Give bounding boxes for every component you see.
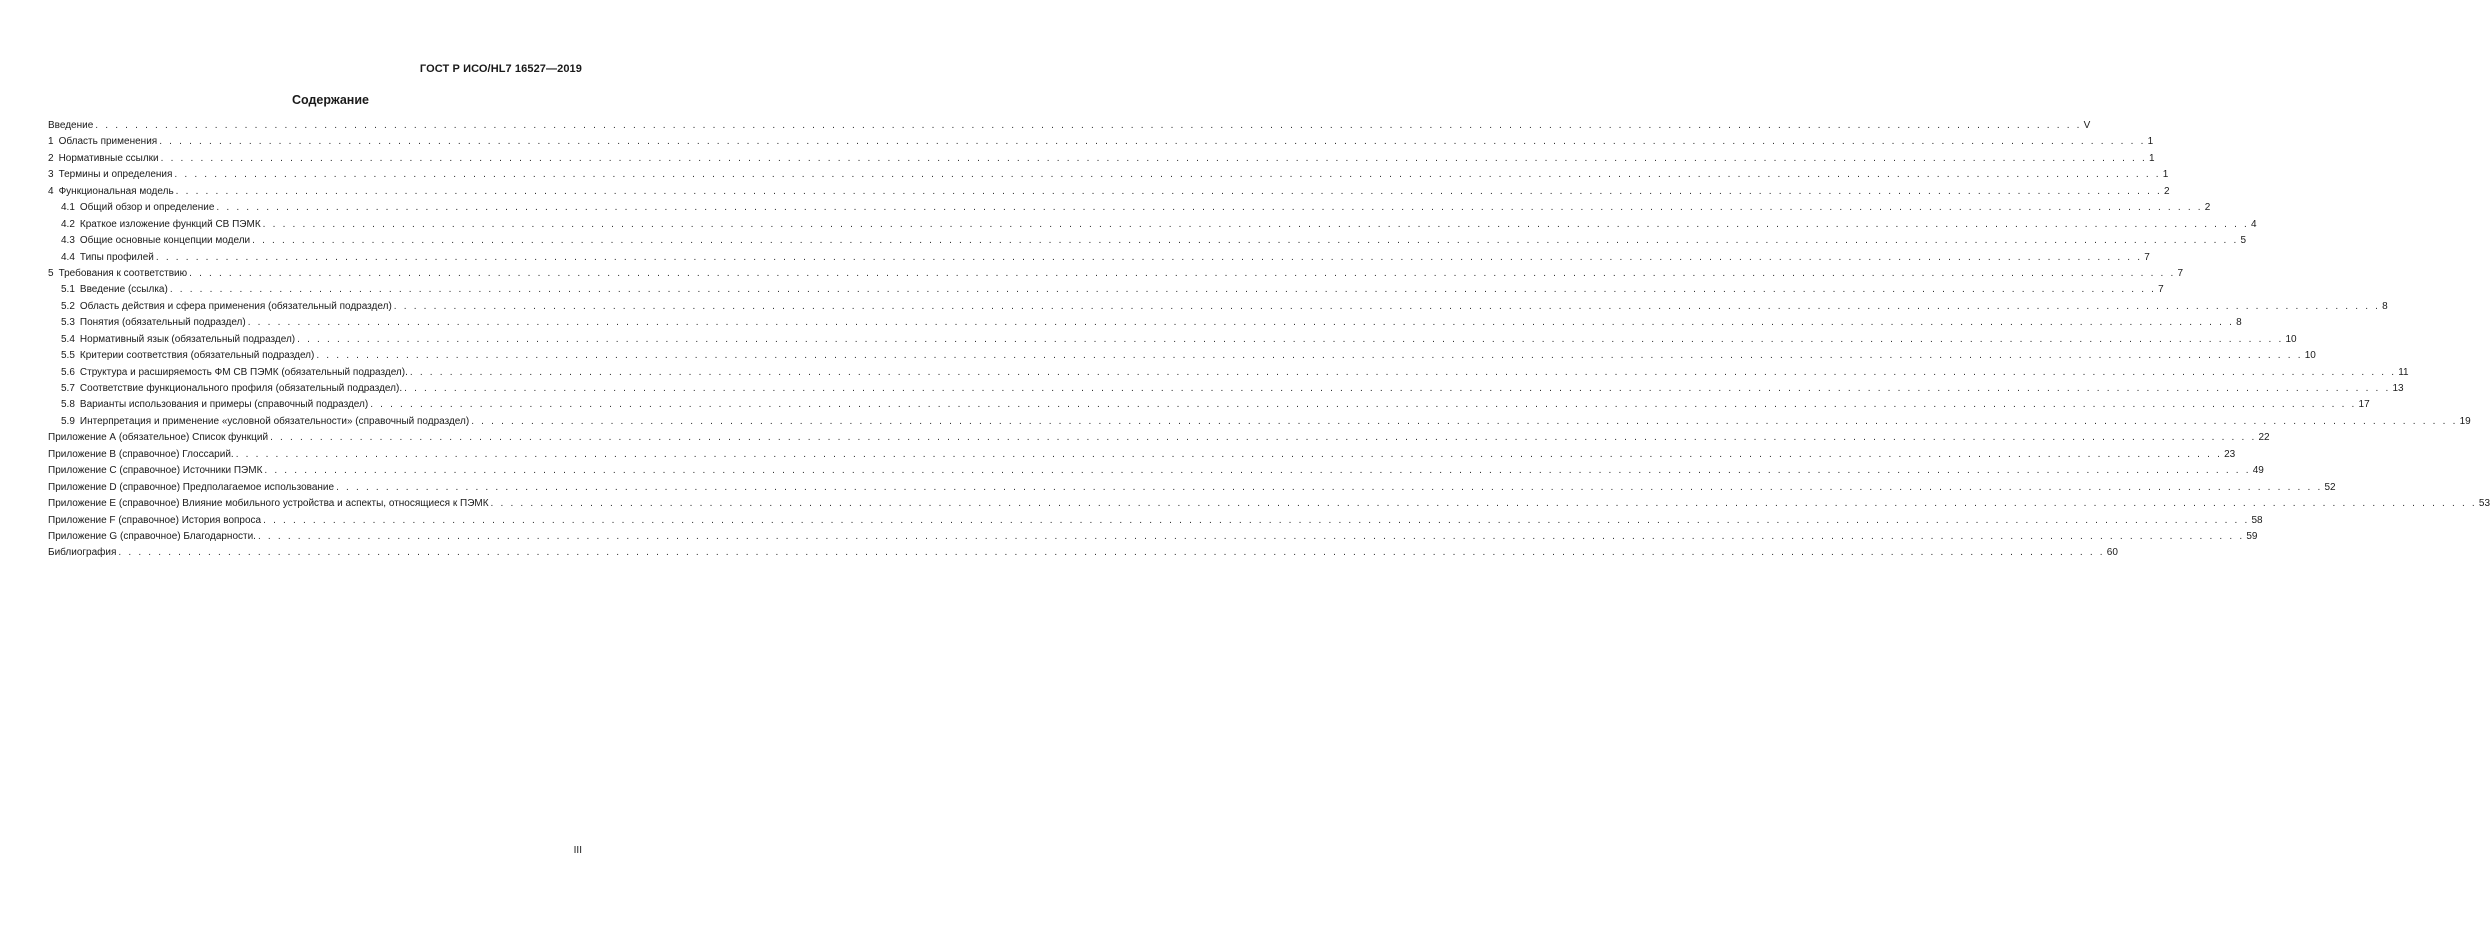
toc-entry[interactable]	[48, 267, 2184, 284]
dot-leader: . . . . . . . . . . . . . . . . . . . . . . . . . . . . . . . . . . . . . . . . . . . . . . . . . . . . . . . . . . . . . . . . . . . . . . . . . . . . . . . . . . . . . . . . . . . . . . . . . . . . . . . . . . . . . . . . . . . . . . . . . . . . . . . . . . . . . . . . . . . . . . . . . . . . . . . . . . . . . . . . . . . . . . . . . . . . . . . . . . . . . . . . . . . . . . . . . . . . . . . .	[118, 547, 2105, 559]
toc-entry[interactable]	[48, 481, 2336, 498]
toc-entry[interactable]	[48, 169, 2169, 185]
toc-entry-number: 3	[48, 169, 54, 181]
toc-entry[interactable]	[48, 530, 2258, 547]
toc-entry-label	[61, 219, 261, 230]
toc-entry-text: Варианты использования и примеры (справочный подраздел)	[79, 399, 369, 411]
toc-entry-page: 1	[2147, 136, 2154, 148]
toc-entry-text: Нормативный язык (обязательный подраздел)	[79, 333, 296, 345]
dot-leader: . . . . . . . . . . . . . . . . . . . . . . . . . . . . . . . . . . . . . . . . . . . . . . . . . . . . . . . . . . . . . . . . . . . . . . . . . . . . . . . . . . . . . . . . . . . . . . . . . . . . . . . . . . . . . . . . . . . . . . . . . . . . . . . . . . . . . . . . . . . . . . . . . . . . . . . . . . . . . . . . . . . . . . . . . . . . . . . . . . . . . . . . . . . . . . . . . . . . . . . .	[174, 169, 2161, 181]
toc-entry-page: 23	[2224, 448, 2236, 460]
toc-entry-text: Приложение А (обязательное) Список функций	[48, 432, 269, 444]
toc-entry[interactable]	[48, 202, 2211, 218]
toc-entry-label	[61, 367, 408, 378]
toc-entry[interactable]	[48, 317, 2242, 333]
toc-entry-page: 53	[2478, 498, 2490, 510]
toc-entry-page: 1	[2162, 169, 2169, 181]
toc-entry[interactable]	[48, 350, 2316, 366]
toc-entry-number: 5.2	[61, 300, 75, 312]
toc-entry[interactable]	[48, 218, 2257, 235]
toc-entry-number: 1	[48, 136, 54, 148]
toc-entry-text: Приложение В (справочное) Глоссарий.	[48, 448, 234, 460]
toc-entry-number: 5.9	[61, 415, 75, 427]
dot-leader: . . . . . . . . . . . . . . . . . . . . . . . . . . . . . . . . . . . . . . . . . . . . . . . . . . . . . . . . . . . . . . . . . . . . . . . . . . . . . . . . . . . . . . . . . . . . . . . . . . . . . . . . . . . . . . . . . . . . . . . . . . . . . . . . . . . . . . . . . . . . . . . . . . . . . . . . . . . . . . . . . . . . . . . . . . . . . . . . . . . . . . . . . . . . . . . . . . . . . . . .	[297, 333, 2284, 345]
toc-entry[interactable]	[48, 152, 2155, 169]
toc-entry-text: Область действия и сфера применения (обязательный подраздел)	[79, 300, 392, 312]
toc-entry-text: Библиография	[48, 547, 117, 559]
dot-leader: . . . . . . . . . . . . . . . . . . . . . . . . . . . . . . . . . . . . . . . . . . . . . . . . . . . . . . . . . . . . . . . . . . . . . . . . . . . . . . . . . . . . . . . . . . . . . . . . . . . . . . . . . . . . . . . . . . . . . . . . . . . . . . . . . . . . . . . . . . . . . . . . . . . . . . . . . . . . . . . . . . . . . . . . . . . . . . . . . . . . . . . . . . . . . . . . . . . . . . . .	[393, 300, 2381, 312]
toc-entry-label	[61, 399, 368, 410]
toc-entry[interactable]	[48, 547, 2118, 563]
toc-entry[interactable]	[48, 448, 2236, 465]
dot-leader: . . . . . . . . . . . . . . . . . . . . . . . . . . . . . . . . . . . . . . . . . . . . . . . . . . . . . . . . . . . . . . . . . . . . . . . . . . . . . . . . . . . . . . . . . . . . . . . . . . . . . . . . . . . . . . . . . . . . . . . . . . . . . . . . . . . . . . . . . . . . . . . . . . . . . . . . . . . . . . . . . . . . . . . . . . . . . . . . . . . . . . . . . . . . . . . . . . . . . . . .	[216, 202, 2203, 214]
toc-entry-page: 13	[2392, 383, 2404, 394]
toc-entry-number: 5.8	[61, 399, 75, 411]
toc-entry-label	[61, 301, 392, 312]
toc-entry-page: 8	[2382, 300, 2388, 312]
toc-entry-label	[48, 498, 489, 509]
dot-leader: . . . . . . . . . . . . . . . . . . . . . . . . . . . . . . . . . . . . . . . . . . . . . . . . . . . . . . . . . . . . . . . . . . . . . . . . . . . . . . . . . . . . . . . . . . . . . . . . . . . . . . . . . . . . . . . . . . . . . . . . . . . . . . . . . . . . . . . . . . . . . . . . . . . . . . . . . . . . . . . . . . . . . . . . . . . . . . . . . . . . . . . . . . . . . . . . . . . . . . . .	[159, 136, 2146, 148]
toc-entry-label	[48, 465, 262, 476]
toc-entry-label	[48, 515, 261, 526]
dot-leader: . . . . . . . . . . . . . . . . . . . . . . . . . . . . . . . . . . . . . . . . . . . . . . . . . . . . . . . . . . . . . . . . . . . . . . . . . . . . . . . . . . . . . . . . . . . . . . . . . . . . . . . . . . . . . . . . . . . . . . . . . . . . . . . . . . . . . . . . . . . . . . . . . . . . . . . . . . . . . . . . . . . . . . . . . . . . . . . . . . . . . . . . . . . . . . . . . . . . . . . .	[247, 317, 2235, 329]
toc-entry-text: Понятия (обязательный подраздел)	[79, 317, 246, 329]
toc-entry-page: 5	[2240, 235, 2247, 247]
toc-entry-text: Требования к соответствию	[58, 267, 188, 279]
dot-leader: . . . . . . . . . . . . . . . . . . . . . . . . . . . . . . . . . . . . . . . . . . . . . . . . . . . . . . . . . . . . . . . . . . . . . . . . . . . . . . . . . . . . . . . . . . . . . . . . . . . . . . . . . . . . . . . . . . . . . . . . . . . . . . . . . . . . . . . . . . . . . . . . . . . . . . . . . . . . . . . . . . . . . . . . . . . . . . . . . . . . . . . . . . . . . . . . . . . . . . . .	[270, 432, 2257, 444]
toc-entry[interactable]	[48, 432, 2270, 448]
page-number: III	[573, 845, 582, 856]
toc-entry-page: 52	[2324, 481, 2336, 493]
toc-entry-text: Область применения	[58, 136, 158, 148]
toc-entry-label	[48, 153, 159, 164]
toc-entry-label	[48, 186, 174, 197]
toc-entry-label	[61, 202, 214, 213]
toc-entry[interactable]	[48, 333, 2297, 350]
standard-code: ГОСТ Р ИСО/HL7 16527—2019	[419, 63, 582, 75]
toc-entry-number: 4.3	[61, 235, 75, 247]
toc-entry-text: Введение	[48, 120, 94, 131]
toc-entry[interactable]	[48, 399, 2370, 415]
toc-entry-page: V	[2083, 120, 2091, 131]
toc-entry-page: 2	[2164, 185, 2170, 197]
toc-entry[interactable]	[48, 415, 2471, 432]
dot-leader: . . . . . . . . . . . . . . . . . . . . . . . . . . . . . . . . . . . . . . . . . . . . . . . . . . . . . . . . . . . . . . . . . . . . . . . . . . . . . . . . . . . . . . . . . . . . . . . . . . . . . . . . . . . . . . . . . . . . . . . . . . . . . . . . . . . . . . . . . . . . . . . . . . . . . . . . . . . . . . . . . . . . . . . . . . . . . . . . . . . . . . . . . . . . . . . . . . . . . . . .	[175, 185, 2163, 197]
dot-leader: . . . . . . . . . . . . . . . . . . . . . . . . . . . . . . . . . . . . . . . . . . . . . . . . . . . . . . . . . . . . . . . . . . . . . . . . . . . . . . . . . . . . . . . . . . . . . . . . . . . . . . . . . . . . . . . . . . . . . . . . . . . . . . . . . . . . . . . . . . . . . . . . . . . . . . . . . . . . . . . . . . . . . . . . . . . . . . . . . . . . . . . . . . . . . . . . . . . . . . . .	[409, 366, 2397, 378]
toc-entry-text: Соответствие функционального профиля (обязательный подраздел).	[79, 383, 403, 394]
toc-entry-page: 60	[2106, 547, 2118, 559]
toc-entry-page: 22	[2258, 432, 2270, 444]
toc-entry-number: 2	[48, 152, 54, 164]
dot-leader: . . . . . . . . . . . . . . . . . . . . . . . . . . . . . . . . . . . . . . . . . . . . . . . . . . . . . . . . . . . . . . . . . . . . . . . . . . . . . . . . . . . . . . . . . . . . . . . . . . . . . . . . . . . . . . . . . . . . . . . . . . . . . . . . . . . . . . . . . . . . . . . . . . . . . . . . . . . . . . . . . . . . . . . . . . . . . . . . . . . . . . . . . . . . . . . . . . . . . . . .	[257, 530, 2245, 542]
dot-leader: . . . . . . . . . . . . . . . . . . . . . . . . . . . . . . . . . . . . . . . . . . . . . . . . . . . . . . . . . . . . . . . . . . . . . . . . . . . . . . . . . . . . . . . . . . . . . . . . . . . . . . . . . . . . . . . . . . . . . . . . . . . . . . . . . . . . . . . . . . . . . . . . . . . . . . . . . . . . . . . . . . . . . . . . . . . . . . . . . . . . . . . . . . . . . . . . . . . . . . . .	[370, 399, 2357, 411]
toc-entry-text: Нормативные ссылки	[58, 152, 159, 164]
toc-entry-text: Приложение F (справочное) История вопроса	[48, 514, 262, 526]
toc-title: Содержание	[291, 93, 369, 107]
toc-entry-number: 4.4	[61, 251, 75, 263]
toc-entry-number: 4.1	[61, 202, 75, 214]
toc-entry[interactable]	[48, 185, 2170, 202]
toc-entry-text: Краткое изложение функций СВ ПЭМК	[79, 218, 261, 230]
toc-entry[interactable]	[48, 284, 2164, 300]
toc-entry-label	[48, 547, 116, 558]
toc-entry-label	[61, 383, 402, 394]
dot-leader: . . . . . . . . . . . . . . . . . . . . . . . . . . . . . . . . . . . . . . . . . . . . . . . . . . . . . . . . . . . . . . . . . . . . . . . . . . . . . . . . . . . . . . . . . . . . . . . . . . . . . . . . . . . . . . . . . . . . . . . . . . . . . . . . . . . . . . . . . . . . . . . . . . . . . . . . . . . . . . . . . . . . . . . . . . . . . . . . . . . . . . . . . . . . . . . . . . . . . . . .	[262, 218, 2250, 230]
toc-entry-label	[48, 531, 256, 542]
toc-entry-label	[48, 136, 157, 147]
dot-leader: . . . . . . . . . . . . . . . . . . . . . . . . . . . . . . . . . . . . . . . . . . . . . . . . . . . . . . . . . . . . . . . . . . . . . . . . . . . . . . . . . . . . . . . . . . . . . . . . . . . . . . . . . . . . . . . . . . . . . . . . . . . . . . . . . . . . . . . . . . . . . . . . . . . . . . . . . . . . . . . . . . . . . . . . . . . . . . . . . . . . . . . . . . . . . . . . . . . . . . . .	[169, 284, 2157, 296]
dot-leader: . . . . . . . . . . . . . . . . . . . . . . . . . . . . . . . . . . . . . . . . . . . . . . . . . . . . . . . . . . . . . . . . . . . . . . . . . . . . . . . . . . . . . . . . . . . . . . . . . . . . . . . . . . . . . . . . . . . . . . . . . . . . . . . . . . . . . . . . . . . . . . . . . . . . . . . . . . . . . . . . . . . . . . . . . . . . . . . . . . . . . . . . . . . . . . . . . . . . . . . .	[95, 120, 2082, 131]
toc-entry-label	[48, 449, 234, 460]
dot-leader: . . . . . . . . . . . . . . . . . . . . . . . . . . . . . . . . . . . . . . . . . . . . . . . . . . . . . . . . . . . . . . . . . . . . . . . . . . . . . . . . . . . . . . . . . . . . . . . . . . . . . . . . . . . . . . . . . . . . . . . . . . . . . . . . . . . . . . . . . . . . . . . . . . . . . . . . . . . . . . . . . . . . . . . . . . . . . . . . . . . . . . . . . . . . . . . . . . . . . . . .	[264, 465, 2251, 477]
toc-entry[interactable]	[48, 120, 2091, 136]
toc-entry-label	[48, 169, 172, 180]
dot-leader: . . . . . . . . . . . . . . . . . . . . . . . . . . . . . . . . . . . . . . . . . . . . . . . . . . . . . . . . . . . . . . . . . . . . . . . . . . . . . . . . . . . . . . . . . . . . . . . . . . . . . . . . . . . . . . . . . . . . . . . . . . . . . . . . . . . . . . . . . . . . . . . . . . . . . . . . . . . . . . . . . . . . . . . . . . . . . . . . . . . . . . . . . . . . . . . . . . . . . . . .	[471, 415, 2458, 427]
toc-entry-label	[61, 334, 295, 345]
toc-entry-number: 4.2	[61, 218, 75, 230]
dot-leader: . . . . . . . . . . . . . . . . . . . . . . . . . . . . . . . . . . . . . . . . . . . . . . . . . . . . . . . . . . . . . . . . . . . . . . . . . . . . . . . . . . . . . . . . . . . . . . . . . . . . . . . . . . . . . . . . . . . . . . . . . . . . . . . . . . . . . . . . . . . . . . . . . . . . . . . . . . . . . . . . . . . . . . . . . . . . . . . . . . . . . . . . . . . . . . . . . . . . . . . .	[490, 498, 2477, 510]
toc-entry-text: Интерпретация и применение «условной обязательности» (справочный подраздел)	[79, 415, 470, 427]
toc-entry-number: 5.6	[61, 366, 75, 378]
toc-entry-text: Общий обзор и определение	[79, 202, 215, 214]
toc-entry-page: 2	[2204, 202, 2211, 214]
toc-entry-number: 4	[48, 185, 54, 197]
toc-entry[interactable]	[48, 136, 2154, 152]
toc-entry-label	[61, 350, 314, 361]
toc-entry[interactable]	[48, 498, 2490, 514]
toc-entry-text: Критерии соответствия (обязательный подраздел)	[79, 350, 315, 362]
toc-entry-text: Структура и расширяемость ФМ СВ ПЭМК (обязательный подраздел).	[79, 366, 408, 378]
toc-entry-label	[61, 252, 154, 263]
toc-entry-page: 8	[2236, 317, 2242, 329]
toc-entry-text: Общие основные концепции модели	[79, 235, 251, 247]
toc-entry-label	[48, 120, 93, 131]
toc-entry-page: 7	[2144, 251, 2150, 263]
dot-leader: . . . . . . . . . . . . . . . . . . . . . . . . . . . . . . . . . . . . . . . . . . . . . . . . . . . . . . . . . . . . . . . . . . . . . . . . . . . . . . . . . . . . . . . . . . . . . . . . . . . . . . . . . . . . . . . . . . . . . . . . . . . . . . . . . . . . . . . . . . . . . . . . . . . . . . . . . . . . . . . . . . . . . . . . . . . . . . . . . . . . . . . . . . . . . . . . . . . . . . . .	[235, 448, 2223, 460]
toc-entry-page: 1	[2149, 152, 2155, 164]
toc-entry-page: 17	[2358, 399, 2370, 411]
toc-entry-text: Термины и определения	[58, 169, 173, 181]
toc-entry-label	[61, 416, 469, 427]
toc-entry-page: 19	[2459, 415, 2471, 427]
toc-entry-page: 59	[2246, 530, 2258, 542]
toc-entry-text: Приложение С (справочное) Источники ПЭМК	[48, 465, 263, 477]
toc-entry-page: 49	[2252, 465, 2264, 477]
toc-entry-label	[48, 432, 268, 443]
toc-entry[interactable]	[48, 383, 2404, 399]
toc-entry-number: 5.1	[61, 284, 75, 296]
toc-entry[interactable]	[48, 514, 2263, 531]
toc-entry-page: 11	[2398, 366, 2409, 378]
toc-entry[interactable]	[48, 366, 2409, 383]
toc-entry-page: 4	[2251, 218, 2257, 230]
toc-entry-text: Типы профилей	[79, 251, 154, 263]
table-of-contents	[48, 120, 2490, 564]
dot-leader: . . . . . . . . . . . . . . . . . . . . . . . . . . . . . . . . . . . . . . . . . . . . . . . . . . . . . . . . . . . . . . . . . . . . . . . . . . . . . . . . . . . . . . . . . . . . . . . . . . . . . . . . . . . . . . . . . . . . . . . . . . . . . . . . . . . . . . . . . . . . . . . . . . . . . . . . . . . . . . . . . . . . . . . . . . . . . . . . . . . . . . . . . . . . . . . . . . . . . . . .	[252, 235, 2239, 247]
dot-leader: . . . . . . . . . . . . . . . . . . . . . . . . . . . . . . . . . . . . . . . . . . . . . . . . . . . . . . . . . . . . . . . . . . . . . . . . . . . . . . . . . . . . . . . . . . . . . . . . . . . . . . . . . . . . . . . . . . . . . . . . . . . . . . . . . . . . . . . . . . . . . . . . . . . . . . . . . . . . . . . . . . . . . . . . . . . . . . . . . . . . . . . . . . . . . . . . . . . . . . . .	[336, 481, 2323, 493]
dot-leader: . . . . . . . . . . . . . . . . . . . . . . . . . . . . . . . . . . . . . . . . . . . . . . . . . . . . . . . . . . . . . . . . . . . . . . . . . . . . . . . . . . . . . . . . . . . . . . . . . . . . . . . . . . . . . . . . . . . . . . . . . . . . . . . . . . . . . . . . . . . . . . . . . . . . . . . . . . . . . . . . . . . . . . . . . . . . . . . . . . . . . . . . . . . . . . . . . . . . . . . .	[263, 514, 2250, 526]
toc-entry-text: Приложение Е (справочное) Влияние мобильного устройства и аспекты, относящиеся к ПЭМК	[48, 498, 489, 510]
toc-entry-text: Приложение D (справочное) Предполагаемое использование	[48, 481, 335, 493]
toc-entry-text: Функциональная модель	[58, 185, 174, 197]
dot-leader: . . . . . . . . . . . . . . . . . . . . . . . . . . . . . . . . . . . . . . . . . . . . . . . . . . . . . . . . . . . . . . . . . . . . . . . . . . . . . . . . . . . . . . . . . . . . . . . . . . . . . . . . . . . . . . . . . . . . . . . . . . . . . . . . . . . . . . . . . . . . . . . . . . . . . . . . . . . . . . . . . . . . . . . . . . . . . . . . . . . . . . . . . . . . . . . . . . . . . . . .	[316, 350, 2303, 362]
toc-entry-number: 5.3	[61, 317, 75, 329]
toc-entry-number: 5.5	[61, 350, 75, 362]
toc-entry-page: 58	[2251, 514, 2263, 526]
toc-entry[interactable]	[48, 465, 2264, 481]
dot-leader: . . . . . . . . . . . . . . . . . . . . . . . . . . . . . . . . . . . . . . . . . . . . . . . . . . . . . . . . . . . . . . . . . . . . . . . . . . . . . . . . . . . . . . . . . . . . . . . . . . . . . . . . . . . . . . . . . . . . . . . . . . . . . . . . . . . . . . . . . . . . . . . . . . . . . . . . . . . . . . . . . . . . . . . . . . . . . . . . . . . . . . . . . . . . . . . . . . . . . . . .	[160, 152, 2147, 164]
toc-entry-text: Введение (ссылка)	[79, 284, 168, 296]
toc-entry[interactable]	[48, 235, 2247, 251]
toc-entry-number: 5.4	[61, 333, 75, 345]
dot-leader: . . . . . . . . . . . . . . . . . . . . . . . . . . . . . . . . . . . . . . . . . . . . . . . . . . . . . . . . . . . . . . . . . . . . . . . . . . . . . . . . . . . . . . . . . . . . . . . . . . . . . . . . . . . . . . . . . . . . . . . . . . . . . . . . . . . . . . . . . . . . . . . . . . . . . . . . . . . . . . . . . . . . . . . . . . . . . . . . . . . . . . . . . . . . . . . . . . . . . . . .	[189, 267, 2176, 279]
toc-entry[interactable]	[48, 251, 2150, 268]
dot-leader: . . . . . . . . . . . . . . . . . . . . . . . . . . . . . . . . . . . . . . . . . . . . . . . . . . . . . . . . . . . . . . . . . . . . . . . . . . . . . . . . . . . . . . . . . . . . . . . . . . . . . . . . . . . . . . . . . . . . . . . . . . . . . . . . . . . . . . . . . . . . . . . . . . . . . . . . . . . . . . . . . . . . . . . . . . . . . . . . . . . . . . . . . . . . . . . . . . . . . . . .	[155, 251, 2143, 263]
toc-entry-label	[48, 268, 187, 279]
toc-entry-label	[61, 284, 168, 295]
toc-entry[interactable]	[48, 300, 2388, 317]
toc-entry-number: 5	[48, 267, 54, 279]
toc-entry-label	[48, 482, 334, 493]
toc-entry-text: Приложение G (справочное) Благодарности.	[48, 530, 256, 542]
toc-entry-page: 7	[2158, 284, 2164, 296]
toc-entry-number: 5.7	[61, 383, 75, 394]
dot-leader: . . . . . . . . . . . . . . . . . . . . . . . . . . . . . . . . . . . . . . . . . . . . . . . . . . . . . . . . . . . . . . . . . . . . . . . . . . . . . . . . . . . . . . . . . . . . . . . . . . . . . . . . . . . . . . . . . . . . . . . . . . . . . . . . . . . . . . . . . . . . . . . . . . . . . . . . . . . . . . . . . . . . . . . . . . . . . . . . . . . . . . . . . . . . . . . . . . . . . . . .	[404, 383, 2391, 394]
toc-entry-label	[61, 235, 250, 246]
toc-entry-page: 10	[2285, 333, 2297, 345]
toc-entry-page: 7	[2177, 267, 2184, 279]
toc-entry-page: 10	[2304, 350, 2316, 362]
toc-entry-label	[61, 317, 246, 328]
